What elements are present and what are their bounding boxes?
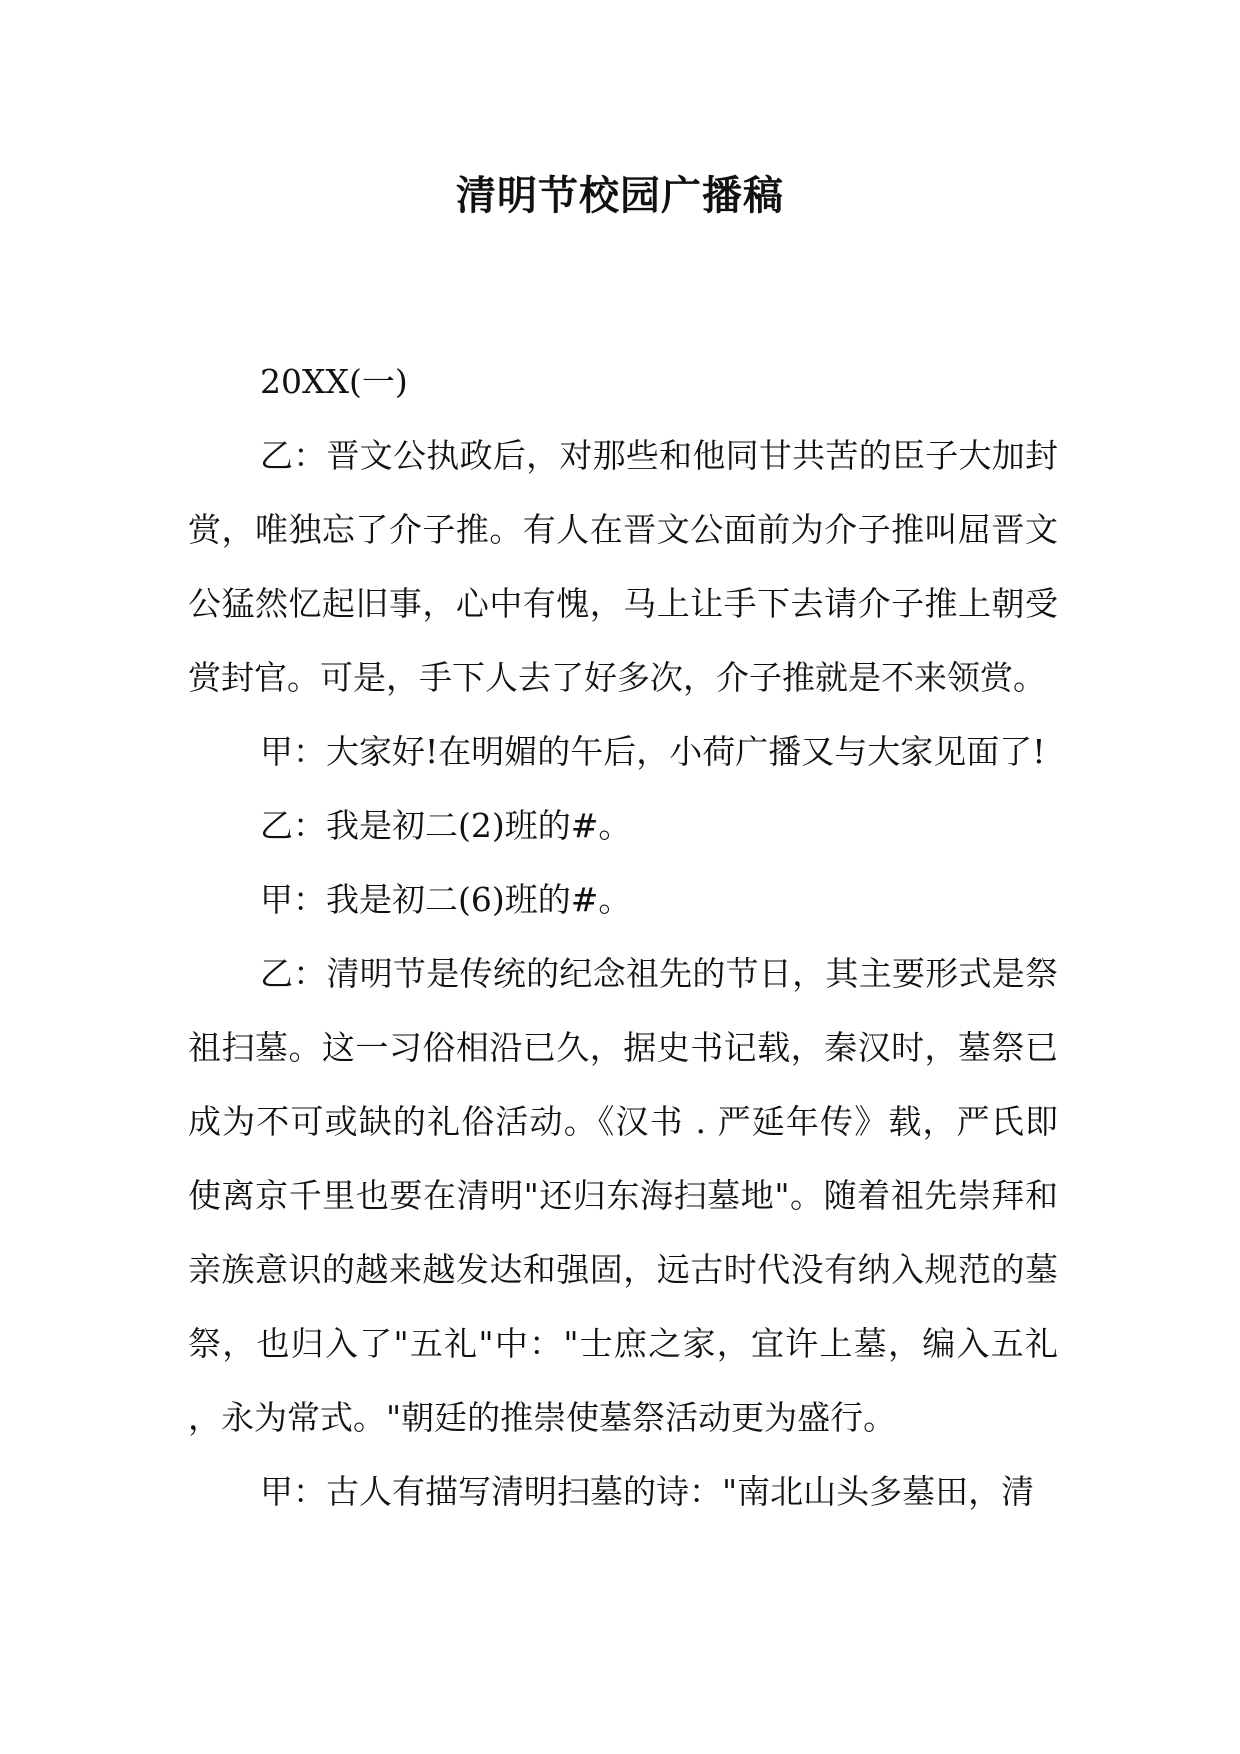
document-title: 清明节校园广播稿 <box>456 173 784 219</box>
paragraph-jin-wengong: 乙：晋文公执政后，对那些和他同甘共苦的臣子大加封赏，唯独忘了介子推。有人在晋文公面前为介子推叫屈晋文公猛然忆起旧事，心中有愧，马上让手下去请介子推上朝受赏封官。可是，手下人去了好多次，介子推就是不来领赏。 <box>188 436 1058 697</box>
document-body <box>188 345 1058 1529</box>
paragraph-ancient-poem: 甲：古人有描写清明扫墓的诗："南北山头多墓田，清 <box>260 1472 1035 1511</box>
paragraph-qingming-history: 乙：清明节是传统的纪念祖先的节日，其主要形式是祭祖扫墓。这一习俗相沿已久，据史书记载，秦汉时，墓祭已成为不可或缺的礼俗活动。《汉书 . 严延年传》载，严氏即使离京千里也要在清明"还归东海扫墓地"。随着祖先崇拜和亲族意识的越来越发达和强固，远古时代没有纳入规范的墓祭，也归入了"五礼"中："士庶之家，宜许上墓，编入五礼，永为常式。"朝廷的推崇使墓祭活动更为盛行。 <box>188 954 1058 1437</box>
paragraph-host-jia-intro: 甲：我是初二(6)班的#。 <box>260 880 632 919</box>
paragraph-year-heading: 20XX(一) <box>260 362 408 401</box>
paragraph-host-yi-intro: 乙：我是初二(2)班的#。 <box>260 806 632 845</box>
paragraph-greeting: 甲：大家好!在明媚的午后，小荷广播又与大家见面了! <box>260 732 1046 771</box>
